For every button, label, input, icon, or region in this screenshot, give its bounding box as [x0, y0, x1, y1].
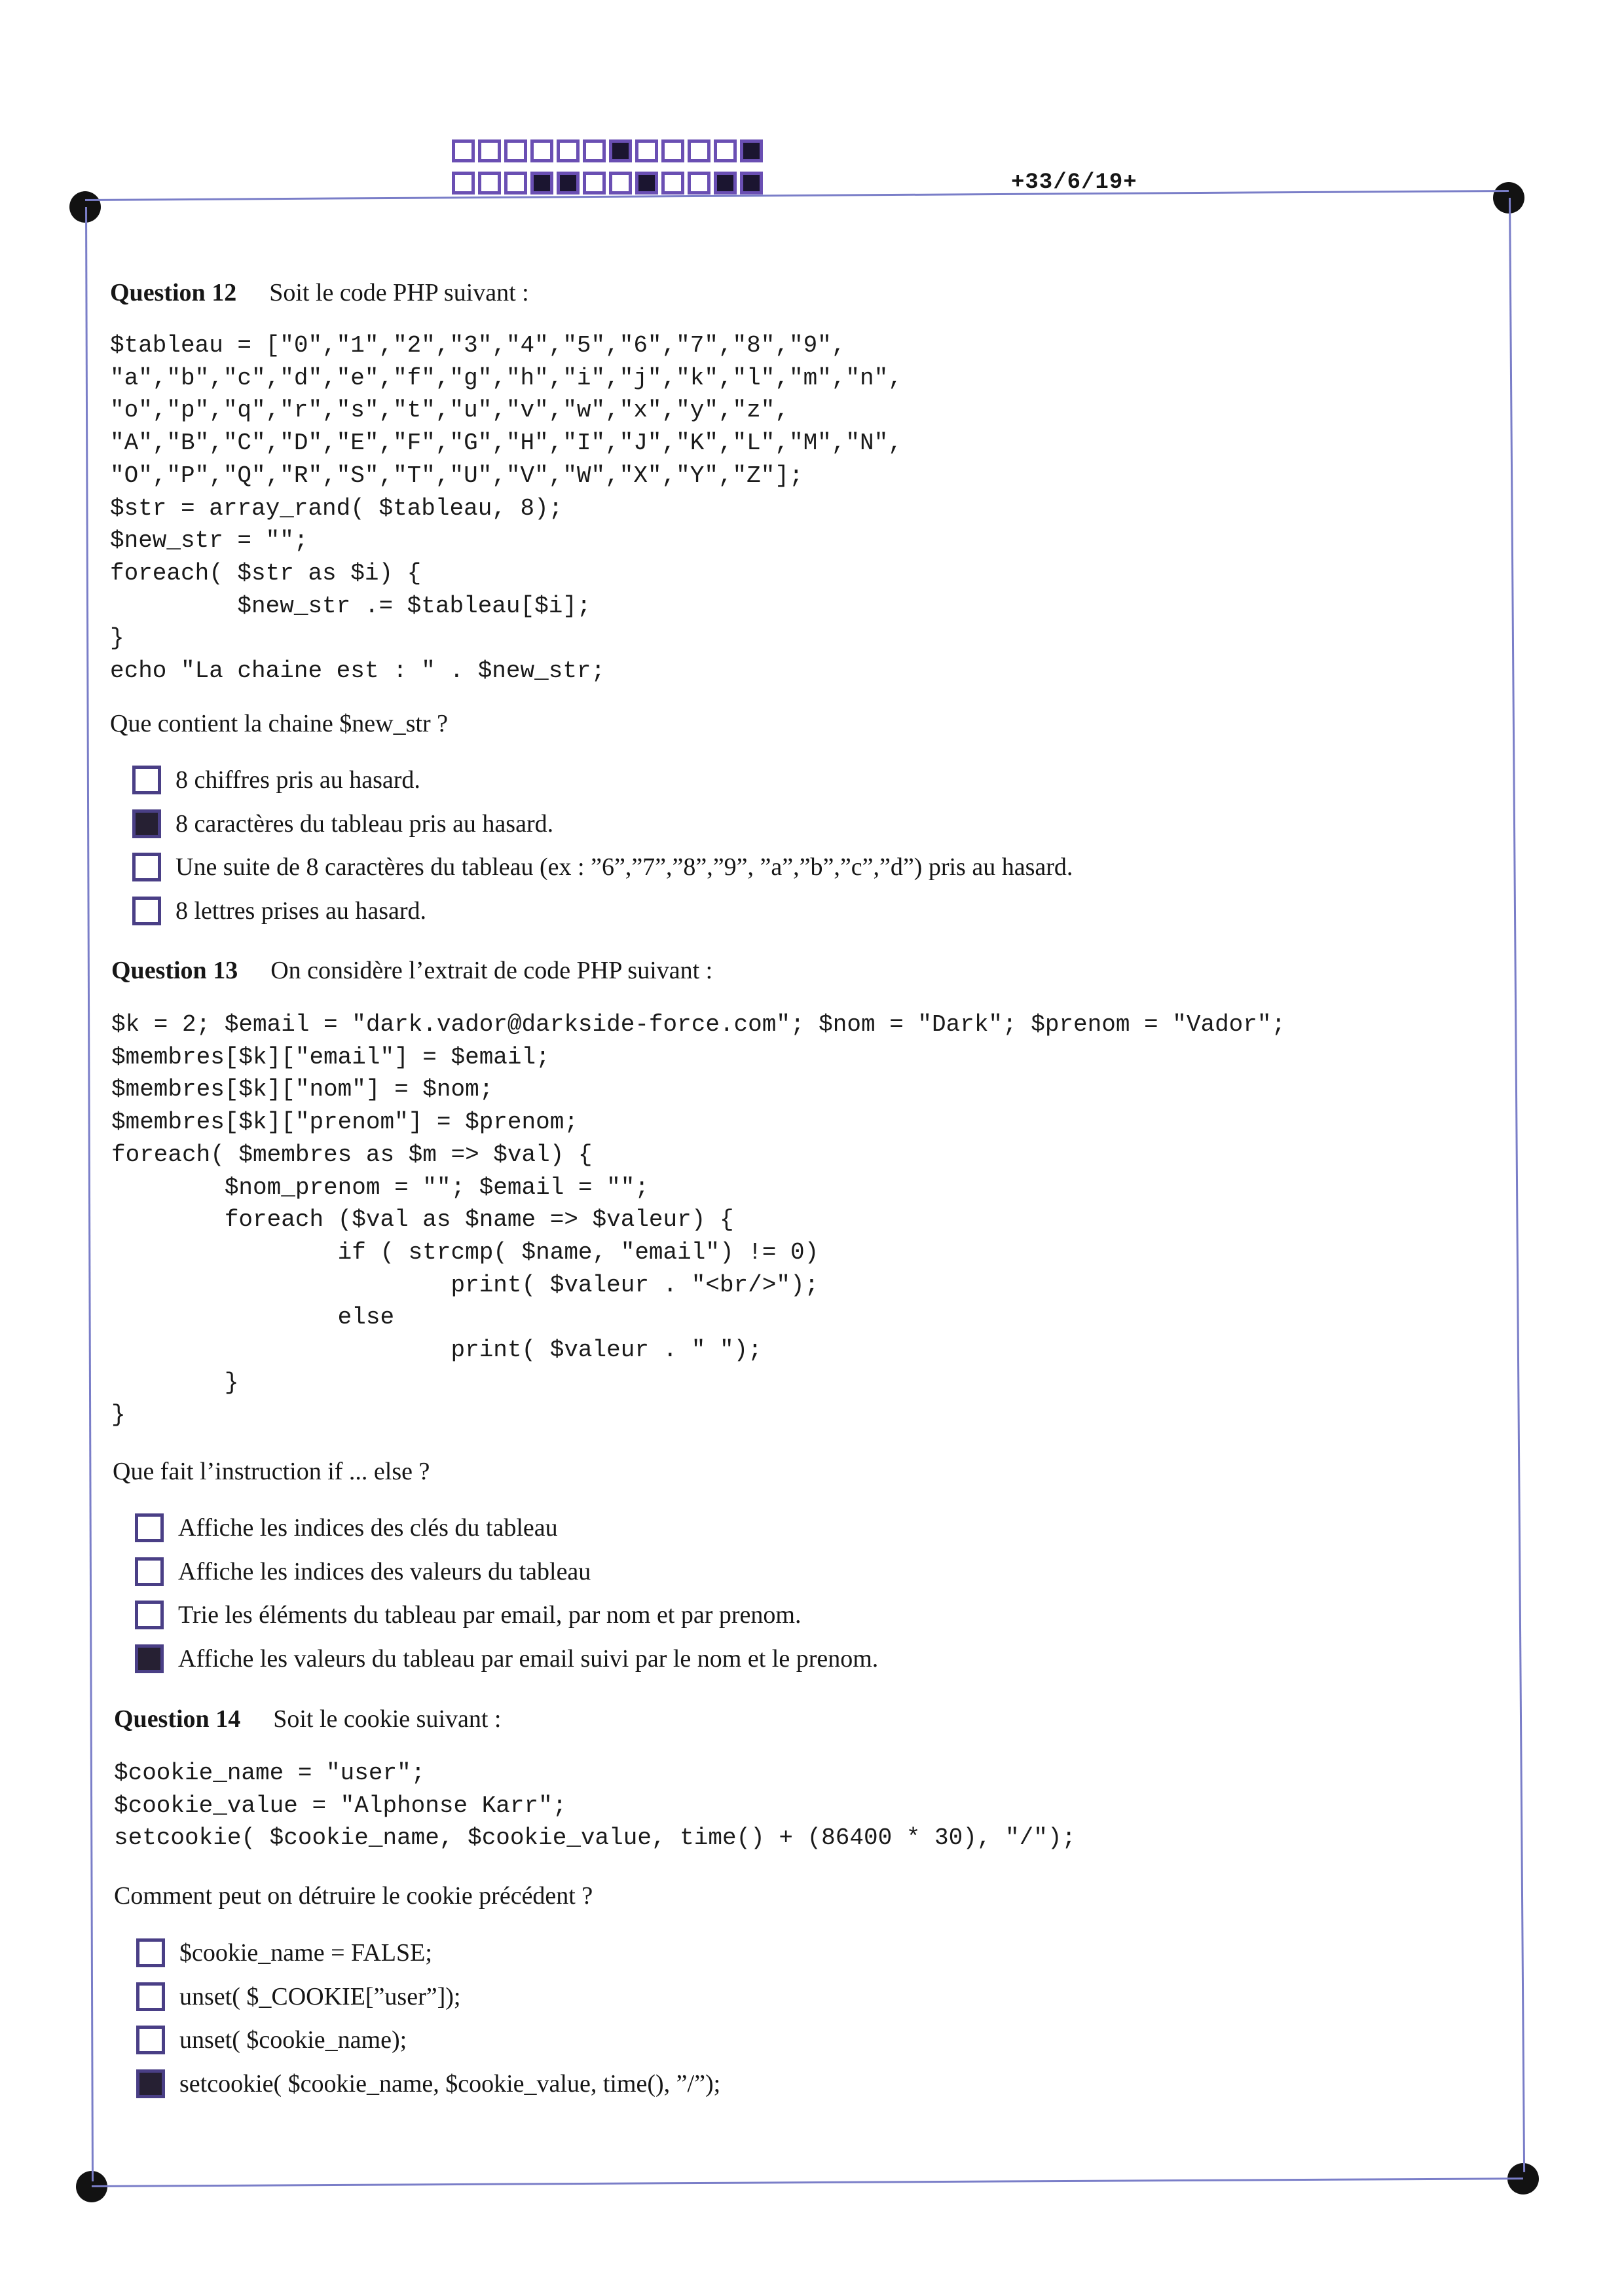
answer-checkbox[interactable] — [136, 1938, 165, 1967]
question-14-title — [114, 1705, 502, 1733]
barcode-cell-empty — [478, 172, 501, 194]
answer-label: Une suite de 8 caractères du tableau (ex : ”6”,”7”,”8”,”9”, ”a”,”b”,”c”,”d”) pris au hasard. — [175, 853, 1073, 881]
answer-label: Affiche les indices des clés du tableau — [178, 1514, 558, 1542]
barcode-cell-empty — [609, 172, 632, 194]
answer-option[interactable] — [132, 758, 1073, 802]
barcode-cell-filled — [530, 172, 553, 194]
barcode-cell-filled — [557, 172, 580, 194]
frame-right-line — [1509, 198, 1525, 2172]
question-12-code: $tableau = ["0","1","2","3","4","5","6","7","8","9", "a","b","c","d","e","f","g","h","i","j","k","l","m","n", "o","p","q","r","s","t","u","v","w","x","y","z", "A","B","C","D","E","F","G","H","I","J","K","L","M","N", "O","P","Q","R","S","T","U","V","W","X","Y","Z"]; $str = array_rand( $tableau, 8); $new_str = ""; foreach( $str as $i) { $new_str .= $tableau[$i]; } echo "La chaine est : " . $new_str; — [110, 332, 902, 685]
question-intro: On considère l’extrait de code PHP suivant : — [270, 957, 713, 984]
answer-label: unset( $cookie_name); — [179, 2026, 407, 2054]
question-12-title — [110, 278, 529, 307]
question-intro: Soit le code PHP suivant : — [269, 279, 529, 306]
answer-option[interactable] — [136, 2018, 720, 2062]
page-identifier: +33/6/19+ — [1011, 170, 1137, 195]
question-14-answers — [136, 1931, 720, 2105]
question-number: Question 13 — [111, 957, 238, 984]
answer-checkbox[interactable] — [135, 1644, 164, 1673]
barcode-cell-filled — [740, 172, 763, 194]
answer-option[interactable] — [136, 2062, 720, 2106]
answer-label: Affiche les indices des valeurs du tableau — [178, 1557, 591, 1585]
answer-option[interactable] — [135, 1506, 878, 1550]
answer-label: setcookie( $cookie_name, $cookie_value, time(), ”/”); — [179, 2069, 721, 2098]
barcode-cell-filled — [609, 139, 632, 162]
question-14-code: $cookie_name = "user"; $cookie_value = "Alphonse Karr"; setcookie( $cookie_name, $cookie_value, time() + (86400 * 30), "/"); — [114, 1760, 1077, 1852]
answer-checkbox[interactable] — [132, 766, 161, 794]
answer-option[interactable] — [132, 889, 1073, 933]
barcode-cell-empty — [661, 139, 684, 162]
barcode-cell-empty — [688, 139, 710, 162]
barcode-cell-empty — [688, 172, 710, 194]
answer-label: 8 chiffres pris au hasard. — [175, 766, 420, 794]
frame-top-line — [85, 190, 1509, 201]
answer-checkbox[interactable] — [132, 809, 161, 838]
header-barcode-top — [452, 139, 763, 162]
barcode-cell-empty — [504, 172, 527, 194]
question-intro: Soit le cookie suivant : — [273, 1705, 502, 1733]
question-13-title — [111, 956, 712, 985]
question-12-prompt: Que contient la chaine $new_str ? — [110, 710, 448, 737]
answer-label: 8 lettres prises au hasard. — [175, 897, 427, 925]
barcode-cell-empty — [714, 139, 737, 162]
answer-checkbox[interactable] — [132, 897, 161, 925]
answer-option[interactable] — [135, 1593, 878, 1637]
barcode-cell-empty — [452, 172, 475, 194]
question-14-prompt: Comment peut on détruire le cookie précédent ? — [114, 1882, 593, 1910]
barcode-cell-filled — [714, 172, 737, 194]
answer-label: unset( $_COOKIE[”user”]); — [179, 1982, 461, 2010]
question-13-answers — [135, 1506, 878, 1680]
barcode-cell-filled — [740, 139, 763, 162]
barcode-cell-empty — [530, 139, 553, 162]
barcode-cell-empty — [504, 139, 527, 162]
frame-bottom-line — [92, 2177, 1523, 2187]
answer-checkbox[interactable] — [132, 853, 161, 881]
answer-checkbox[interactable] — [135, 1513, 164, 1542]
header-barcode-bottom — [452, 172, 763, 194]
frame-left-line — [85, 207, 94, 2181]
question-13-prompt: Que fait l’instruction if ... else ? — [113, 1458, 430, 1485]
barcode-cell-empty — [583, 172, 606, 194]
answer-label: Trie les éléments du tableau par email, par nom et par prenom. — [178, 1601, 802, 1629]
answer-label: 8 caractères du tableau pris au hasard. — [175, 809, 554, 838]
question-13-code: $k = 2; $email = "dark.vador@darkside-force.com"; $nom = "Dark"; $prenom = "Vador"; $membres[$k]["email"] = $email; $membres[$k]["nom"] = $nom; $membres[$k]["prenom"] = $prenom; foreach( $membres as $m => $val) { $nom_prenom = ""; $email = ""; foreach ($val as $name => $valeur) { if ( strcmp( $name, "email") != 0) print( $valeur . "<br/>"); else print( $valeur . " "); } } — [111, 1011, 1286, 1429]
question-number: Question 14 — [114, 1705, 241, 1733]
answer-checkbox[interactable] — [136, 2069, 165, 2098]
barcode-cell-empty — [478, 139, 501, 162]
barcode-cell-empty — [452, 139, 475, 162]
answer-checkbox[interactable] — [135, 1557, 164, 1586]
answer-option[interactable] — [135, 1550, 878, 1594]
answer-option[interactable] — [136, 1931, 720, 1975]
question-number: Question 12 — [110, 279, 237, 306]
answer-option[interactable] — [132, 802, 1073, 846]
answer-label: Affiche les valeurs du tableau par email suivi par le nom et le prenom. — [178, 1644, 879, 1673]
barcode-cell-empty — [583, 139, 606, 162]
answer-checkbox[interactable] — [136, 1982, 165, 2011]
answer-label: $cookie_name = FALSE; — [179, 1939, 432, 1967]
barcode-cell-empty — [661, 172, 684, 194]
answer-checkbox[interactable] — [135, 1601, 164, 1629]
answer-option[interactable] — [132, 845, 1073, 889]
answer-option[interactable] — [135, 1637, 878, 1681]
question-12-answers — [132, 758, 1073, 933]
answer-checkbox[interactable] — [136, 2026, 165, 2054]
answer-option[interactable] — [136, 1975, 720, 2019]
barcode-cell-empty — [557, 139, 580, 162]
barcode-cell-filled — [635, 172, 658, 194]
barcode-cell-empty — [635, 139, 658, 162]
